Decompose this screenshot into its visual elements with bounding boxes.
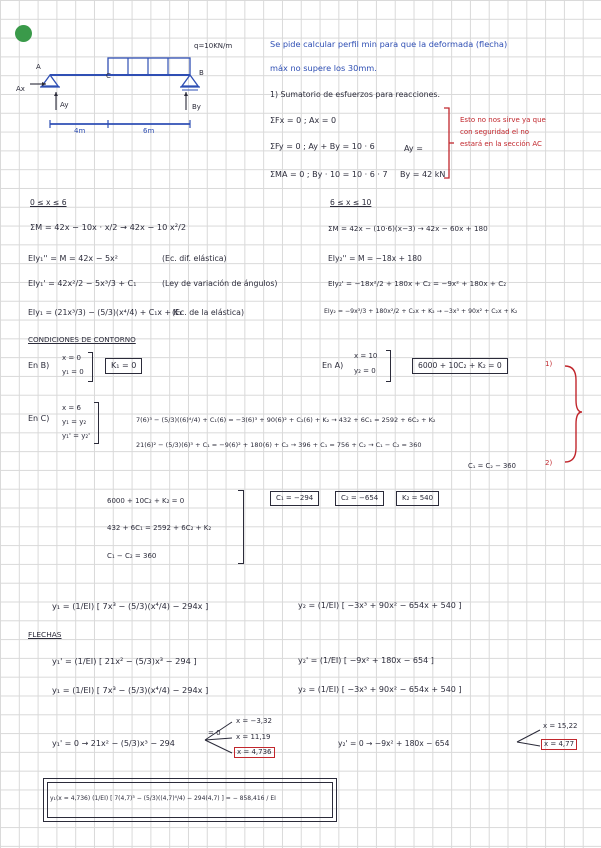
sum-ma: ΣMA = 0 ; By · 10 = 10 · 6 · 7 bbox=[270, 170, 388, 179]
bc-c-brace bbox=[94, 402, 99, 444]
point-b-label: B bbox=[199, 69, 204, 77]
sum-fy: ΣFy = 0 ; Ay + By = 10 · 6 bbox=[270, 142, 375, 151]
b-x: x = 0 bbox=[62, 354, 81, 362]
bc-c-line-2: 21(6)² − (5/3)(6)³ + C₁ = −9(6)² + 180(6) + C₂ → 396 + C₁ = 756 + C₂ → C₁ − C₂ = 360 bbox=[136, 441, 422, 449]
y1-repeat: y₁ = (1/EI) [ 7x³ − (5/3)(x⁴/4) − 294x ] bbox=[52, 685, 209, 695]
b-y: y₁ = 0 bbox=[62, 368, 84, 376]
c-x: x = 6 bbox=[62, 404, 81, 412]
root-5-highlight: x = 4,77 bbox=[541, 739, 577, 750]
c-y: y₁ = y₂ bbox=[62, 418, 87, 426]
flechas-title: FLECHAS bbox=[28, 630, 62, 639]
c2-result: C₂ = −654 bbox=[335, 491, 384, 506]
final-result: y₁(x = 4,736) (1/EI) [ 7(4,7)³ − (5/3)((4,7)⁴/4) − 294(4,7) ] = − 858,416 / EI bbox=[50, 795, 276, 802]
a-x: x = 10 bbox=[354, 352, 378, 360]
right-range: 6 ≤ x ≤ 10 bbox=[330, 198, 372, 207]
y2-repeat: y₂ = (1/EI) [ −3x³ + 90x² − 654x + 540 ] bbox=[298, 685, 462, 694]
right-ei2: EIy₂'' = M = −18x + 180 bbox=[328, 254, 422, 263]
point-c-label: C bbox=[106, 72, 111, 80]
distributed-load-box bbox=[108, 58, 190, 75]
bc-a-brace bbox=[386, 350, 391, 382]
note-line-3: estará en la sección AC bbox=[460, 140, 542, 148]
load-label: q=10KN/m bbox=[194, 42, 233, 50]
fy-ay: Ay = bbox=[404, 144, 423, 153]
y1-prime-zero: y₁' = 0 → 21x² − (5/3)x³ − 294 bbox=[52, 739, 175, 748]
system-eq-1: 6000 + 10C₂ + K₂ = 0 bbox=[107, 497, 185, 505]
ax-label: Ax bbox=[16, 85, 25, 93]
point-a-label: A bbox=[36, 63, 41, 71]
en-a: En A) bbox=[322, 361, 344, 370]
c1-result: C₁ = −294 bbox=[270, 491, 319, 506]
root-4: x = 15,22 bbox=[543, 722, 578, 730]
bc-title: CONDICIONES DE CONTORNO bbox=[28, 335, 136, 344]
roller-support-b bbox=[182, 75, 198, 86]
right-ei1: EIy₂' = −18x²/2 + 180x + C₂ = −9x² + 180x + C₂ bbox=[328, 279, 507, 288]
statement-line-1: Se pide calcular perfil min para que la deformada (flecha) bbox=[270, 39, 508, 49]
y2-prime-zero: y₂' = 0 → −9x² + 180x − 654 bbox=[338, 739, 450, 748]
left-ei0: EIy₁ = (21x³/3) − (5/3)(x⁴/4) + C₁x + K₁ bbox=[28, 308, 182, 317]
y1-equation: y₁ = (1/EI) [ 7x³ − (5/3)(x⁴/4) − 294x ] bbox=[52, 601, 209, 611]
by-label: By bbox=[192, 103, 201, 111]
eq1-box: 6000 + 10C₂ + K₂ = 0 bbox=[412, 358, 508, 374]
right-ei0: EIy₂ = −9x³/3 + 180x²/2 + C₂x + K₂ → −3x³ + 90x² + C₂x + K₂ bbox=[324, 308, 518, 315]
left-range: 0 ≤ x ≤ 6 bbox=[30, 198, 67, 207]
system-eq-2: 432 + 6C₁ = 2592 + 6C₂ + K₂ bbox=[107, 524, 212, 532]
by-value: By = 42 kN bbox=[400, 170, 446, 179]
left-ei2-note: (Ec. dif. elástica) bbox=[162, 254, 227, 263]
span-2-label: 6m bbox=[143, 127, 155, 135]
k1-result: K₁ = 0 bbox=[105, 358, 142, 374]
span-1-label: 4m bbox=[74, 127, 86, 135]
en-c: En C) bbox=[28, 414, 50, 423]
bc-c-line-3: C₁ = C₂ − 360 bbox=[468, 462, 516, 470]
step-1-title: 1) Sumatorio de esfuerzos para reacciones. bbox=[270, 90, 440, 99]
y2-prime: y₂' = (1/EI) [ −9x² + 180x − 654 ] bbox=[298, 656, 434, 665]
left-ei1: EIy₁' = 42x²/2 − 5x³/3 + C₁ bbox=[28, 279, 137, 288]
c-yp: y₁' = y₂' bbox=[62, 432, 91, 440]
right-moment: ΣM = 42x − (10·6)(x−3) → 42x − 60x + 180 bbox=[328, 224, 488, 233]
equations-bracket bbox=[565, 366, 582, 462]
y2-equation: y₂ = (1/EI) [ −3x³ + 90x² − 654x + 540 ] bbox=[298, 601, 462, 610]
statement-line-2: máx no supere los 30mm. bbox=[270, 63, 377, 73]
y1-prime: y₁' = (1/EI) [ 21x² − (5/3)x³ − 294 ] bbox=[52, 656, 197, 666]
eq1-number: 1) bbox=[545, 360, 553, 368]
root-2: x = 11,19 bbox=[236, 733, 271, 741]
bc-b-brace bbox=[88, 352, 93, 382]
left-moment: ΣM = 42x − 10x · x/2 → 42x − 10 x²/2 bbox=[30, 222, 187, 232]
root-1: x = −3,32 bbox=[236, 717, 272, 725]
a-y: y₂ = 0 bbox=[354, 367, 376, 375]
bc-c-line-1: 7(6)³ − (5/3)((6)⁴/4) + C₁(6) = −3(6)³ + 90(6)² + C₂(6) + K₂ → 432 + 6C₁ = 2592 + 6C₂ + K₂ bbox=[136, 416, 436, 424]
root-3-highlight: x = 4,736 bbox=[234, 747, 275, 758]
ay-label: Ay bbox=[60, 101, 69, 109]
sum-fx: ΣFx = 0 ; Ax = 0 bbox=[270, 116, 337, 125]
left-ei0-note: (Ec. de la elástica) bbox=[172, 308, 244, 317]
left-ei2: EIy₁'' = M = 42x − 5x² bbox=[28, 254, 118, 263]
system-eq-3: C₁ − C₂ = 360 bbox=[107, 552, 157, 560]
system-brace bbox=[238, 490, 244, 564]
en-b: En B) bbox=[28, 361, 50, 370]
k2-result: K₂ = 540 bbox=[396, 491, 439, 506]
left-ei1-note: (Ley de variación de ángulos) bbox=[162, 279, 278, 288]
eq2-number: 2) bbox=[545, 459, 553, 467]
y1-prime-zero-eq: = 0 bbox=[208, 729, 221, 737]
note-line-1: Esto no nos sirve ya que bbox=[460, 116, 546, 124]
note-line-2: con seguridad el no bbox=[460, 128, 530, 136]
